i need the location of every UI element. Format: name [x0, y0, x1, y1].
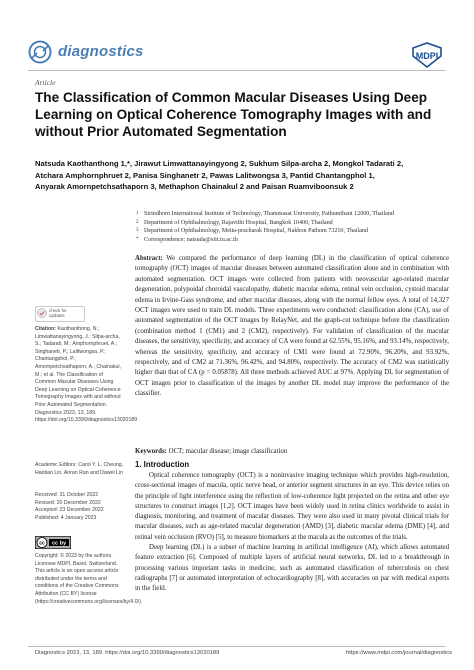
academic-editors: [35, 462, 125, 477]
citation-label: Citation:: [35, 326, 57, 332]
header-divider: [28, 70, 446, 71]
author-list: [35, 158, 450, 193]
mdpi-logo-icon[interactable]: [409, 42, 445, 68]
publisher-name: MDPI: [415, 51, 439, 61]
introduction-body: [135, 471, 449, 595]
citation-text: Kaothanthong, N.; Limwattanayingyong, J.; Silpa-archa, S.; Tadarati, M.; Amphornphruet, A.; Singhanetr, P.; Lalitwongsa, P.; Chantangphol, P.; Amornpetchsathaporn, A.; Chainakul, M.; et al. The Classification of Common Macular Diseases Using Deep Learning on Optical Coherence Tomography Images with and without Prior Automated Segmentation. Diagnostics 2023, 13, 189. https://doi.org/10.3390/diagnostics13020189: [35, 326, 138, 424]
keywords-label: Keywords:: [135, 448, 167, 455]
author-line[interactable]: Natsuda Kaothanthong 1,*, Jirawut Limwattanayingyong 2, Sukhum Silpa-archa 2, Mongkol Tadarati 2,: [35, 159, 404, 168]
author-line[interactable]: Anyarak Amornpetchsathaporn 3, Methaphon Chainakul 2 and Paisan Ruamviboonsuk 2: [35, 182, 354, 191]
affiliation-item: 2 Department of Ophthalmology, Rajavithi Hospital, Bangkok 10400, Thailand: [136, 219, 333, 226]
abstract-text: We compared the performance of deep learning (DL) in the classification of optical coherence tomography (OCT) images of macular diseases between automated classification alone and in combination with automated segmentation. OCT images were collected from patients with neovascular age-related macular degeneration, polypoidal choroidal vasculopathy, diabetic macular edema, retinal vein occlusion, cystoid macular edema in Irvine-Gass syndrome, and other macular diseases, along with the normal fellow eyes. A total of 14,327 OCT images were used to train DL models. Three experiments were conducted: classification alone (CA), use of automated segmentation of the OCT images by RelayNet, and the graph-cut technique before the classification (combination method 1 (CM1) and 2 (CM2), respectively). For validation of classification of the macular diseases, the sensitivity, specificity, and accuracy of CA were found at 62.55%, 95.16%, and 93.14%, respectively, whereas the sensitivity, specificity, and accuracy of CM1 were found at 72.90%, 96.20%, and 93.92%, respectively, and of CM2 at 71.36%, 96.42%, and 94.80%, respectively. The accuracy of CM2 was statistically higher than that of CA (p = 0.05878). All three methods achieved AUC at 97%. Applying DL for segmentation of OCT images prior to classification of the images by another DL model may improve the performance of the classifier.: [135, 255, 449, 398]
published-date: Published: 4 January 2023: [35, 514, 97, 521]
paragraph: Deep learning (DL) is a subset of machine learning in artificial intelligence (AI), which allows automated feature extraction [6]. Composed of multiple layers of artificial neural networks, DL led to a breakthrough in processing various important tasks in medicine, such as automated classification of tuberculosis on chest radiographs [7] or automated interpretation of echocardiography [8], with accuracies on par with medical experts in the field.: [135, 544, 449, 593]
article-title: The Classification of Common Macular Diseases Using Deep Learning on Optical Coherence Tomography Images with and without Prior Automated Segmentation: [35, 90, 432, 139]
copyright-license: Copyright: © 2023 by the authors. Licensee MDPI, Basel, Switzerland. This article is an open access article distributed under the terms and conditions of the Creative Commons Attribution (CC BY) license (https://creativecommons.org/licenses/by/4.0/).: [35, 553, 143, 605]
editor-label: Academic Editors:: [35, 462, 77, 468]
editor-text: Carol Y. L. Cheung, Haotian Lin, Anran Ran and Dawei Lin: [35, 462, 124, 476]
footer-journal-link[interactable]: https://www.mdpi.com/journal/diagnostics: [346, 650, 452, 656]
svg-text:cc: cc: [39, 540, 45, 547]
accepted-date: Accepted: 23 December 2022: [35, 507, 104, 514]
cc-label: cc by: [51, 540, 67, 547]
abstract-label: Abstract:: [135, 255, 163, 262]
keywords: [135, 447, 449, 457]
journal-name[interactable]: diagnostics: [58, 43, 144, 60]
author-line[interactable]: Atchara Amphornphruet 2, Panisa Singhanetr 2, Pawas Lalitwongsa 3, Pantid Chantangphol 1,: [35, 170, 375, 180]
affiliation-item: 3 Department of Ophthalmology, Metta-pracharak Hospital, Nakhon Pathom 73210, Thailand: [136, 228, 369, 235]
received-date: Received: 31 October 2022: [35, 492, 99, 498]
paragraph: Optical coherence tomography (OCT) is a noninvasive imaging technique which provides high-resolution, cross-sectional images of macula, optic nerve head, or anterior segment structures in an eye. This device relies on the principle of light interference using the reflection of low-coherence light projected on the retina and other eye structures to construct images [1,2]. OCT images have been widely used in retina clinics worldwide to assist in diagnosis, monitoring, and treatment of macular diseases. They were also used in many pivotal clinical trials for macular diseases, such as age-related macular degeneration (AMD) [3], diabetic macular edema (DME) [4], and retinal vein occlusion (RVO) [5], to measure biomarkers at the macula as the outcomes of the trials.: [135, 472, 449, 541]
keywords-text: OCT; macular disease; image classification: [168, 448, 288, 455]
article-type: Article: [35, 78, 56, 87]
check-updates-icon: [37, 308, 47, 318]
revised-date: Revised: 20 December 2022: [35, 499, 101, 506]
section-heading: 1. Introduction: [135, 460, 190, 469]
affiliations: [136, 210, 456, 244]
dates: [35, 492, 125, 522]
footer-divider: [28, 646, 446, 647]
affiliation-item: 1 Sirindhorn International Institute of Technology, Thammasat University, Pathumthani 12000, Thailand: [136, 211, 394, 217]
correspondence[interactable]: * Correspondence: natsuda@siit.tu.ac.th: [136, 236, 238, 243]
cc-by-license-icon[interactable]: [35, 536, 71, 549]
footer-citation[interactable]: Diagnostics 2023, 13, 189. https://doi.org/10.3390/diagnostics13020189: [35, 650, 220, 656]
citation: [35, 326, 138, 425]
abstract: [135, 254, 449, 400]
check-updates-label[interactable]: check for updates: [49, 308, 67, 318]
journal-logo-icon: [28, 40, 52, 64]
